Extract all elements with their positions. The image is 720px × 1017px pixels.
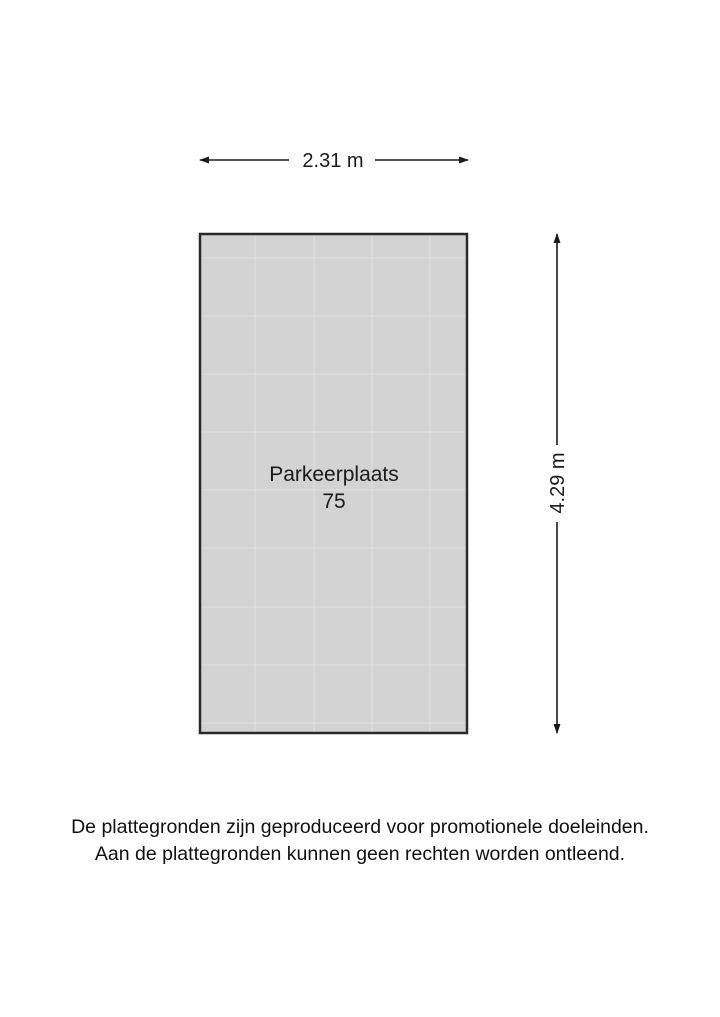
room-name: Parkeerplaats xyxy=(269,463,399,486)
room-parkeerplaats xyxy=(200,234,467,733)
room-number: 75 xyxy=(322,490,346,513)
disclaimer-line-1: De plattegronden zijn geproduceerd voor promotionele doeleinden. xyxy=(71,816,649,838)
width-dimension xyxy=(200,150,468,172)
width-label: 2.31 m xyxy=(302,150,364,172)
height-dimension xyxy=(547,234,569,733)
disclaimer-line-2: Aan de plattegronden kunnen geen rechten worden ontleend. xyxy=(94,843,626,865)
height-label: 4.29 m xyxy=(547,452,569,514)
